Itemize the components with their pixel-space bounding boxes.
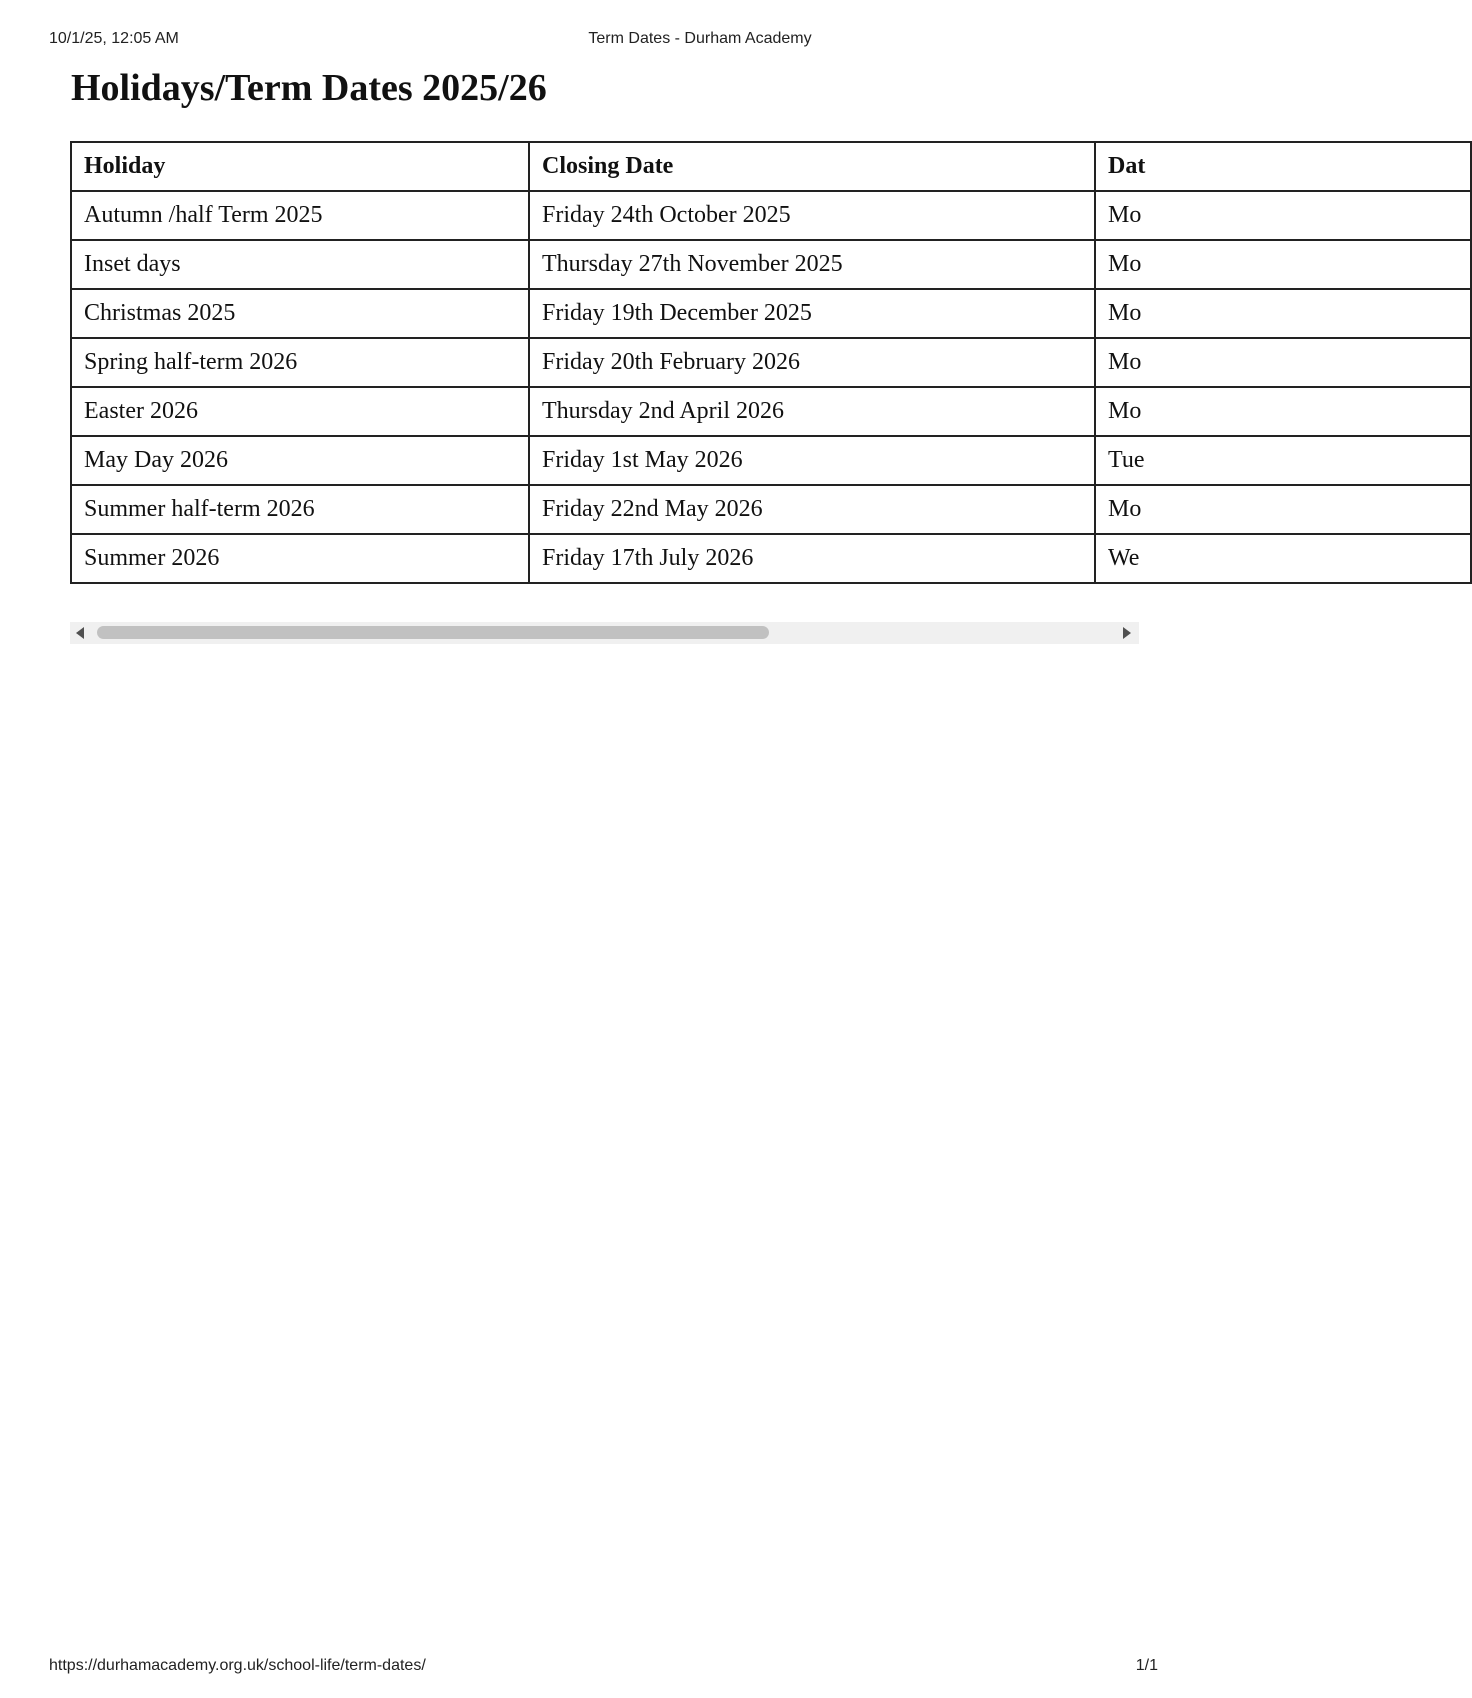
cell-date: Tue: [1095, 436, 1471, 485]
cell-closing-date: Thursday 2nd April 2026: [529, 387, 1095, 436]
cell-holiday: Easter 2026: [71, 387, 529, 436]
cell-holiday: Christmas 2025: [71, 289, 529, 338]
cell-closing-date: Thursday 27th November 2025: [529, 240, 1095, 289]
print-footer-url: https://durhamacademy.org.uk/school-life/term-dates/: [49, 1657, 426, 1674]
cell-date: Mo: [1095, 240, 1471, 289]
table-row: [71, 387, 1471, 436]
cell-holiday: May Day 2026: [71, 436, 529, 485]
column-header-holiday: Holiday: [71, 142, 529, 191]
table-row: [71, 240, 1471, 289]
triangle-left-icon[interactable]: [76, 627, 84, 639]
table-header-row: [71, 142, 1471, 191]
cell-holiday: Spring half-term 2026: [71, 338, 529, 387]
cell-closing-date: Friday 17th July 2026: [529, 534, 1095, 583]
cell-closing-date: Friday 19th December 2025: [529, 289, 1095, 338]
cell-holiday: Autumn /half Term 2025: [71, 191, 529, 240]
print-header-datetime: 10/1/25, 12:05 AM: [49, 30, 179, 47]
table-viewport: [70, 141, 1146, 622]
triangle-right-icon[interactable]: [1123, 627, 1131, 639]
cell-date: Mo: [1095, 191, 1471, 240]
cell-date: We: [1095, 534, 1471, 583]
cell-date: Mo: [1095, 485, 1471, 534]
term-dates-table: [70, 141, 1472, 584]
cell-closing-date: Friday 20th February 2026: [529, 338, 1095, 387]
column-header-closing-date: Closing Date: [529, 142, 1095, 191]
table-row: [71, 534, 1471, 583]
table-row: [71, 338, 1471, 387]
cell-holiday: Summer half-term 2026: [71, 485, 529, 534]
print-footer-page-number: 1/1: [1135, 1657, 1158, 1674]
table-row: [71, 485, 1471, 534]
term-dates-table-scroller[interactable]: [70, 141, 1146, 645]
table-row: [71, 289, 1471, 338]
table-row: [71, 436, 1471, 485]
cell-date: Mo: [1095, 387, 1471, 436]
print-header-page-title: Term Dates - Durham Academy: [588, 30, 812, 47]
column-header-date: Dat: [1095, 142, 1471, 191]
horizontal-scrollbar[interactable]: [70, 622, 1139, 644]
cell-closing-date: Friday 24th October 2025: [529, 191, 1095, 240]
cell-closing-date: Friday 1st May 2026: [529, 436, 1095, 485]
table-row: [71, 191, 1471, 240]
page-title: Holidays/Term Dates 2025/26: [71, 67, 547, 109]
cell-holiday: Inset days: [71, 240, 529, 289]
cell-holiday: Summer 2026: [71, 534, 529, 583]
scrollbar-thumb[interactable]: [97, 626, 769, 639]
cell-closing-date: Friday 22nd May 2026: [529, 485, 1095, 534]
cell-date: Mo: [1095, 289, 1471, 338]
cell-date: Mo: [1095, 338, 1471, 387]
